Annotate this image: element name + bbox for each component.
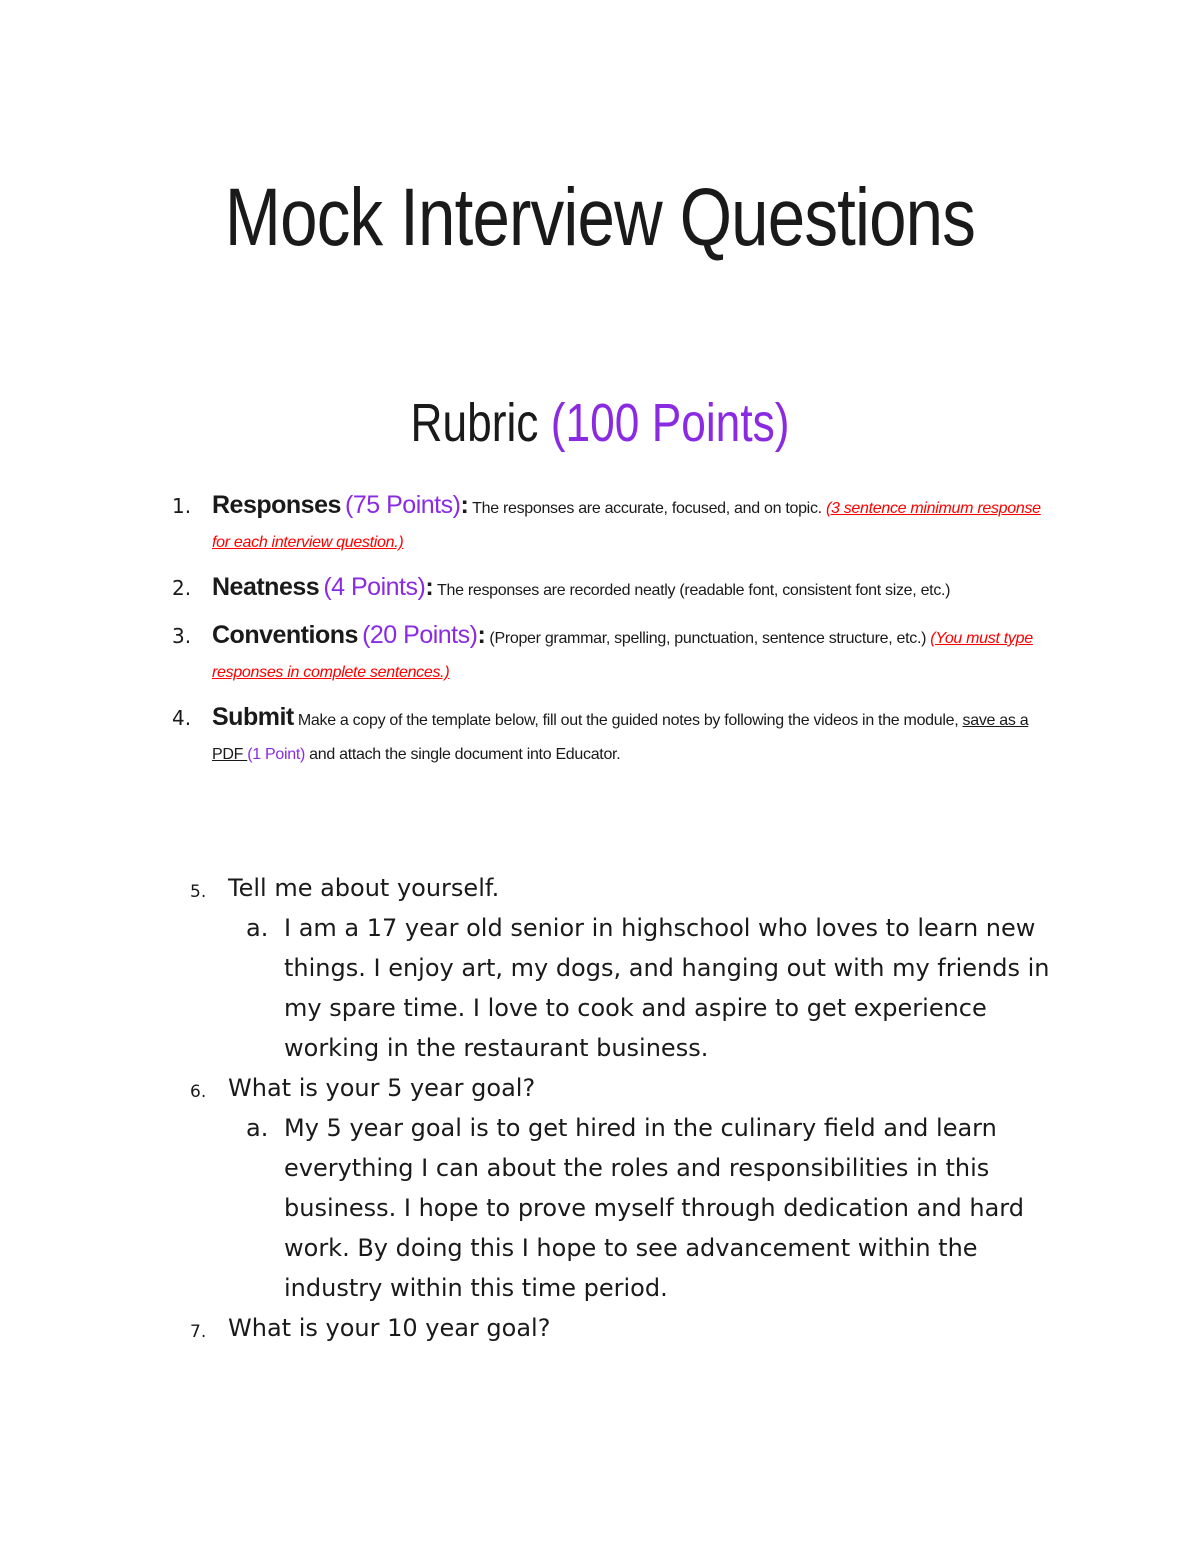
rubric-item-points: (75 Points)	[345, 491, 461, 519]
rubric-item-text: The responses are recorded neatly (readable font, consistent font size, etc.)	[433, 582, 951, 599]
rubric-item-heading: Responses	[212, 491, 341, 519]
rubric-item-points: (1 Point)	[247, 746, 306, 763]
rubric-item-colon: :	[477, 621, 486, 649]
rubric-item-neatness	[172, 570, 1052, 608]
question-number: 6.	[190, 1082, 207, 1102]
rubric-item-number: 1.	[172, 494, 192, 518]
answer-item	[228, 908, 1050, 1068]
answer-letter: a.	[246, 1114, 269, 1142]
rubric-heading	[108, 388, 1092, 458]
rubric-item-heading: Neatness	[212, 573, 320, 601]
save-as-pdf-text: save as a PDF	[212, 712, 1029, 763]
rubric-item-heading: Conventions	[212, 621, 358, 649]
rubric-list	[172, 488, 1052, 782]
rubric-item-text: The responses are accurate, focused, and on topic.	[468, 500, 826, 517]
rubric-item-number: 3.	[172, 624, 192, 648]
answer-text: I am a 17 year old senior in highschool who loves to learn new things. I enjoy art, my dogs, and hanging out with my friends in my spare time. I love to cook and aspire to get experience working in the restaurant business.	[284, 914, 1050, 1062]
rubric-heading-label: Rubric	[410, 393, 539, 453]
rubric-item-colon: :	[460, 491, 469, 519]
question-text: What is your 5 year goal?	[228, 1074, 536, 1102]
rubric-item-responses	[172, 488, 1052, 560]
answer-letter: a.	[246, 914, 269, 942]
rubric-item-points: (20 Points)	[362, 621, 478, 649]
rubric-total-points: (100 Points)	[550, 393, 790, 453]
answer-item	[228, 1108, 1050, 1308]
answer-block	[190, 908, 1050, 1068]
interview-questions-list	[190, 868, 1050, 1348]
question-text: What is your 10 year goal?	[228, 1314, 551, 1342]
answer-text: My 5 year goal is to get hired in the culinary field and learn everything I can about the roles and responsibilities in this business. I hope to prove myself through dedication and hard work. By doing this I hope to see advancement within the industry within this time period.	[284, 1114, 1024, 1302]
rubric-item-submit	[172, 700, 1052, 772]
rubric-item-colon: :	[425, 573, 434, 601]
rubric-item-number: 4.	[172, 706, 192, 730]
question-number: 7.	[190, 1322, 207, 1342]
rubric-item-heading: Submit	[212, 703, 294, 731]
question-number: 5.	[190, 882, 207, 902]
page-title: Mock Interview Questions	[224, 172, 976, 263]
question-text: Tell me about yourself.	[228, 874, 500, 902]
answer-block	[190, 1108, 1050, 1308]
question-item	[190, 1308, 1050, 1348]
rubric-item-number: 2.	[172, 576, 192, 600]
rubric-item-text-after: and attach the single document into Educator.	[305, 746, 621, 763]
rubric-item-text: (Proper grammar, spelling, punctuation, sentence structure, etc.)	[485, 630, 931, 647]
question-item	[190, 1068, 1050, 1108]
rubric-item-text-before: Make a copy of the template below, fill out the guided notes by following the videos in the module,	[293, 712, 963, 729]
rubric-item-note: (You must type responses in complete sentences.)	[212, 630, 1033, 681]
rubric-item-note: (3 sentence minimum response for each interview question.)	[212, 500, 1041, 551]
rubric-item-points: (4 Points)	[323, 573, 426, 601]
rubric-item-conventions	[172, 618, 1052, 690]
question-item	[190, 868, 1050, 908]
